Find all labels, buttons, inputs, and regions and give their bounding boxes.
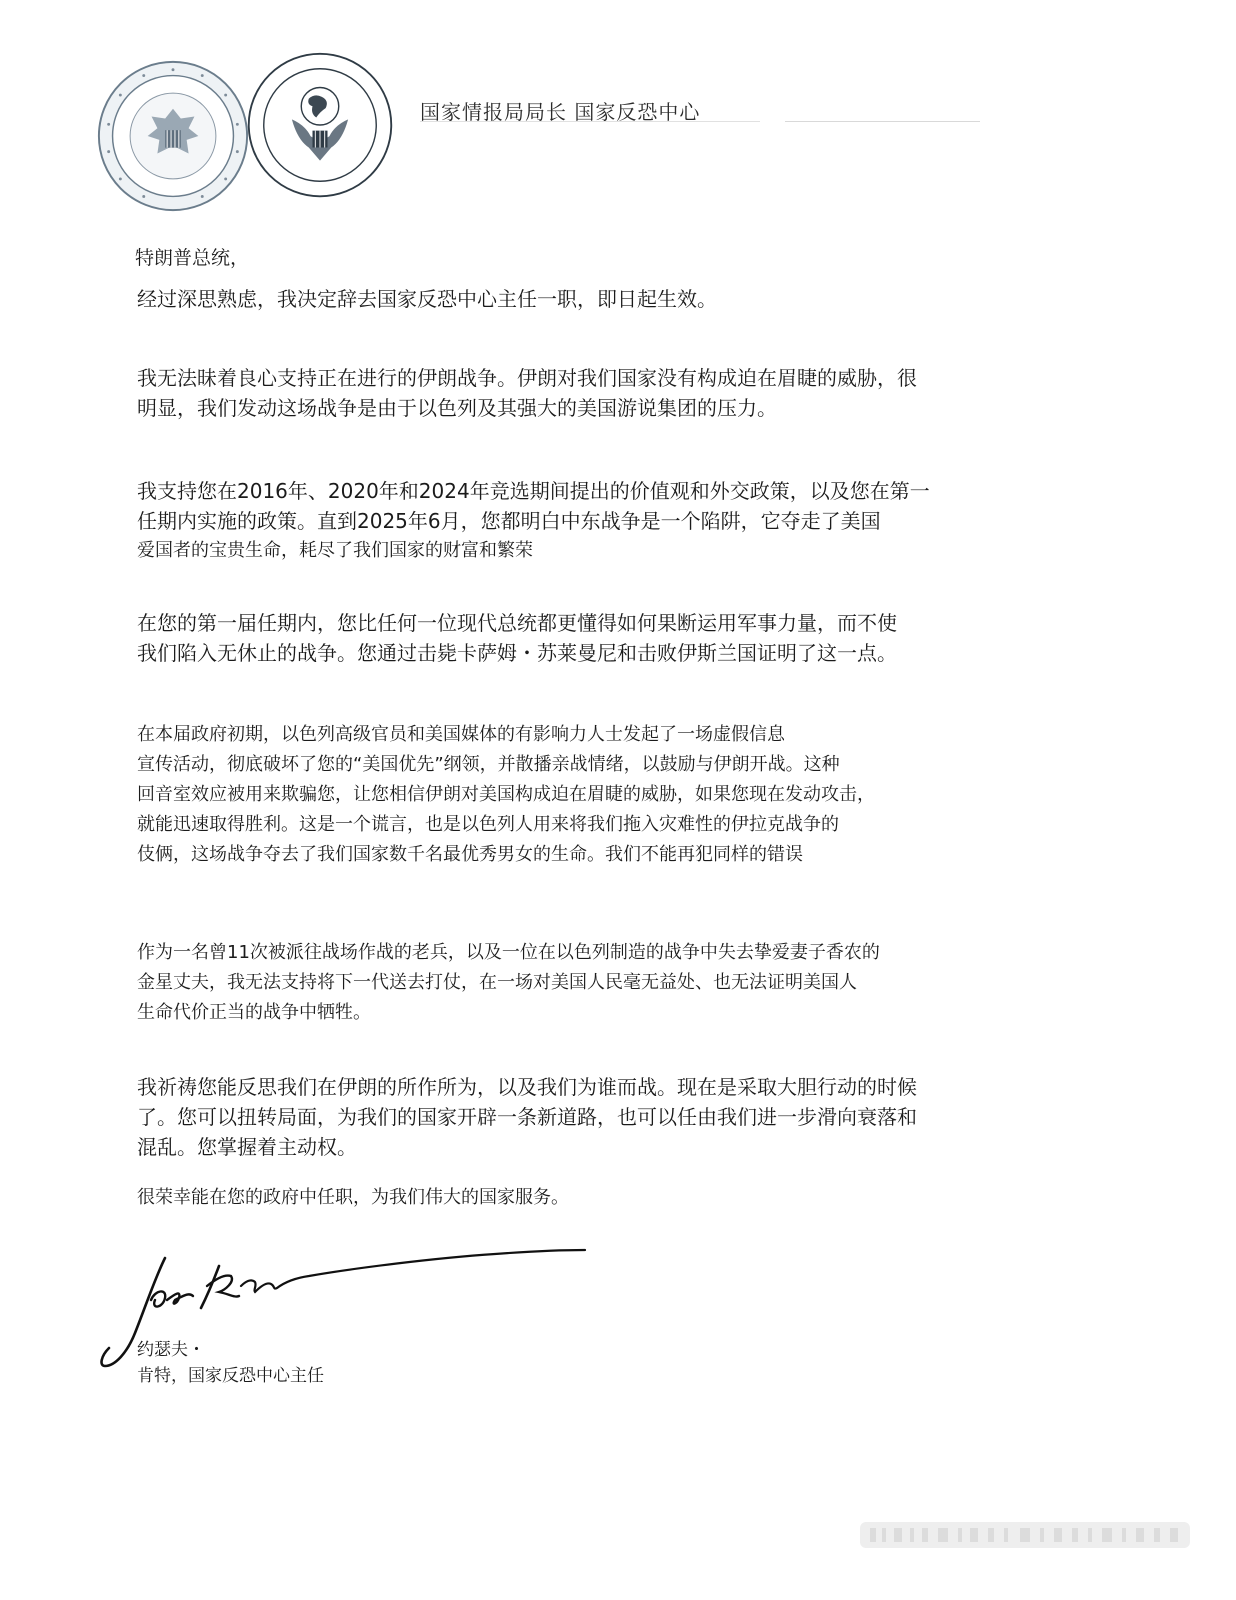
paragraph-line: 宣传活动，彻底破坏了您的“美国优先”纲领，并散播亲战情绪，以鼓励与伊朗开战。这种: [137, 754, 840, 775]
paragraph-disinformation: [137, 720, 1037, 870]
paragraph-line: 我支持您在2016年、2020年和2024年竞选期间提出的价值观和外交政策，以及您在第一: [137, 479, 930, 503]
paragraph-resignation: [137, 284, 1037, 314]
paragraph-line: 任期内实施的政策。直到2025年6月，您都明白中东战争是一个陷阱，它夺走了美国: [137, 509, 881, 533]
paragraph-line: 我们陷入无休止的战争。您通过击毙卡萨姆・苏莱曼尼和击败伊斯兰国证明了这一点。: [137, 641, 897, 665]
salutation: 特朗普总统，: [135, 247, 250, 269]
paragraph-line: 金星丈夫，我无法支持将下一代送去打仗，在一场对美国人民毫无益处、也无法证明美国人: [137, 972, 857, 993]
intelligence-seal-icon: [95, 58, 251, 214]
header-org-line: 国家情报局局长 国家反恐中心: [420, 100, 701, 124]
paragraph-first-term: [137, 608, 1037, 668]
header-divider: [785, 121, 980, 122]
paragraph-closing: [137, 1183, 1037, 1213]
signatory-name: 约瑟夫・: [137, 1340, 205, 1360]
paragraph-line: 在您的第一届任期内，您比任何一位现代总统都更懂得如何果断运用军事力量，而不使: [137, 611, 897, 635]
paragraph-line: 很荣幸能在您的政府中任职，为我们伟大的国家服务。: [137, 1187, 569, 1208]
paragraph-line: 我祈祷您能反思我们在伊朗的所作所为，以及我们为谁而战。现在是采取大胆行动的时候: [137, 1075, 917, 1099]
paragraph-line: 经过深思熟虑，我决定辞去国家反恐中心主任一职，即日起生效。: [137, 287, 717, 311]
paragraph-reflection: [137, 1072, 1037, 1162]
paragraph-line: 伎俩，这场战争夺去了我们国家数千名最优秀男女的生命。我们不能再犯同样的错误: [137, 844, 803, 865]
paragraph-line: 明显，我们发动这场战争是由于以色列及其强大的美国游说集团的压力。: [137, 396, 777, 420]
paragraph-veteran: [137, 938, 1037, 1028]
paragraph-line: 爱国者的宝贵生命，耗尽了我们国家的财富和繁荣: [137, 540, 533, 561]
counterterrorism-seal-icon: [245, 50, 395, 200]
paragraph-line: 就能迅速取得胜利。这是一个谎言，也是以色列人用来将我们拖入灾难性的伊拉克战争的: [137, 814, 839, 835]
scan-watermark-icon: [860, 1518, 1190, 1552]
paragraph-iran-war: [137, 363, 1037, 423]
paragraph-line: 作为一名曾11次被派往战场作战的老兵，以及一位在以色列制造的战争中失去挚爱妻子香农的: [137, 942, 880, 963]
paragraph-line: 了。您可以扭转局面，为我们的国家开辟一条新道路，也可以任由我们进一步滑向衰落和: [137, 1105, 917, 1129]
paragraph-line: 我无法昧着良心支持正在进行的伊朗战争。伊朗对我们国家没有构成迫在眉睫的威胁，很: [137, 366, 917, 390]
header-divider: [420, 121, 760, 122]
paragraph-line: 在本届政府初期，以色列高级官员和美国媒体的有影响力人士发起了一场虚假信息: [137, 724, 785, 745]
paragraph-line: 混乱。您掌握着主动权。: [137, 1135, 357, 1159]
signatory-title: 肯特，国家反恐中心主任: [137, 1366, 324, 1386]
paragraph-line: 回音室效应被用来欺骗您，让您相信伊朗对美国构成迫在眉睫的威胁，如果您现在发动攻击，: [137, 784, 875, 805]
paragraph-policy-support: [137, 476, 1037, 566]
paragraph-line: 生命代价正当的战争中牺牲。: [137, 1002, 371, 1023]
